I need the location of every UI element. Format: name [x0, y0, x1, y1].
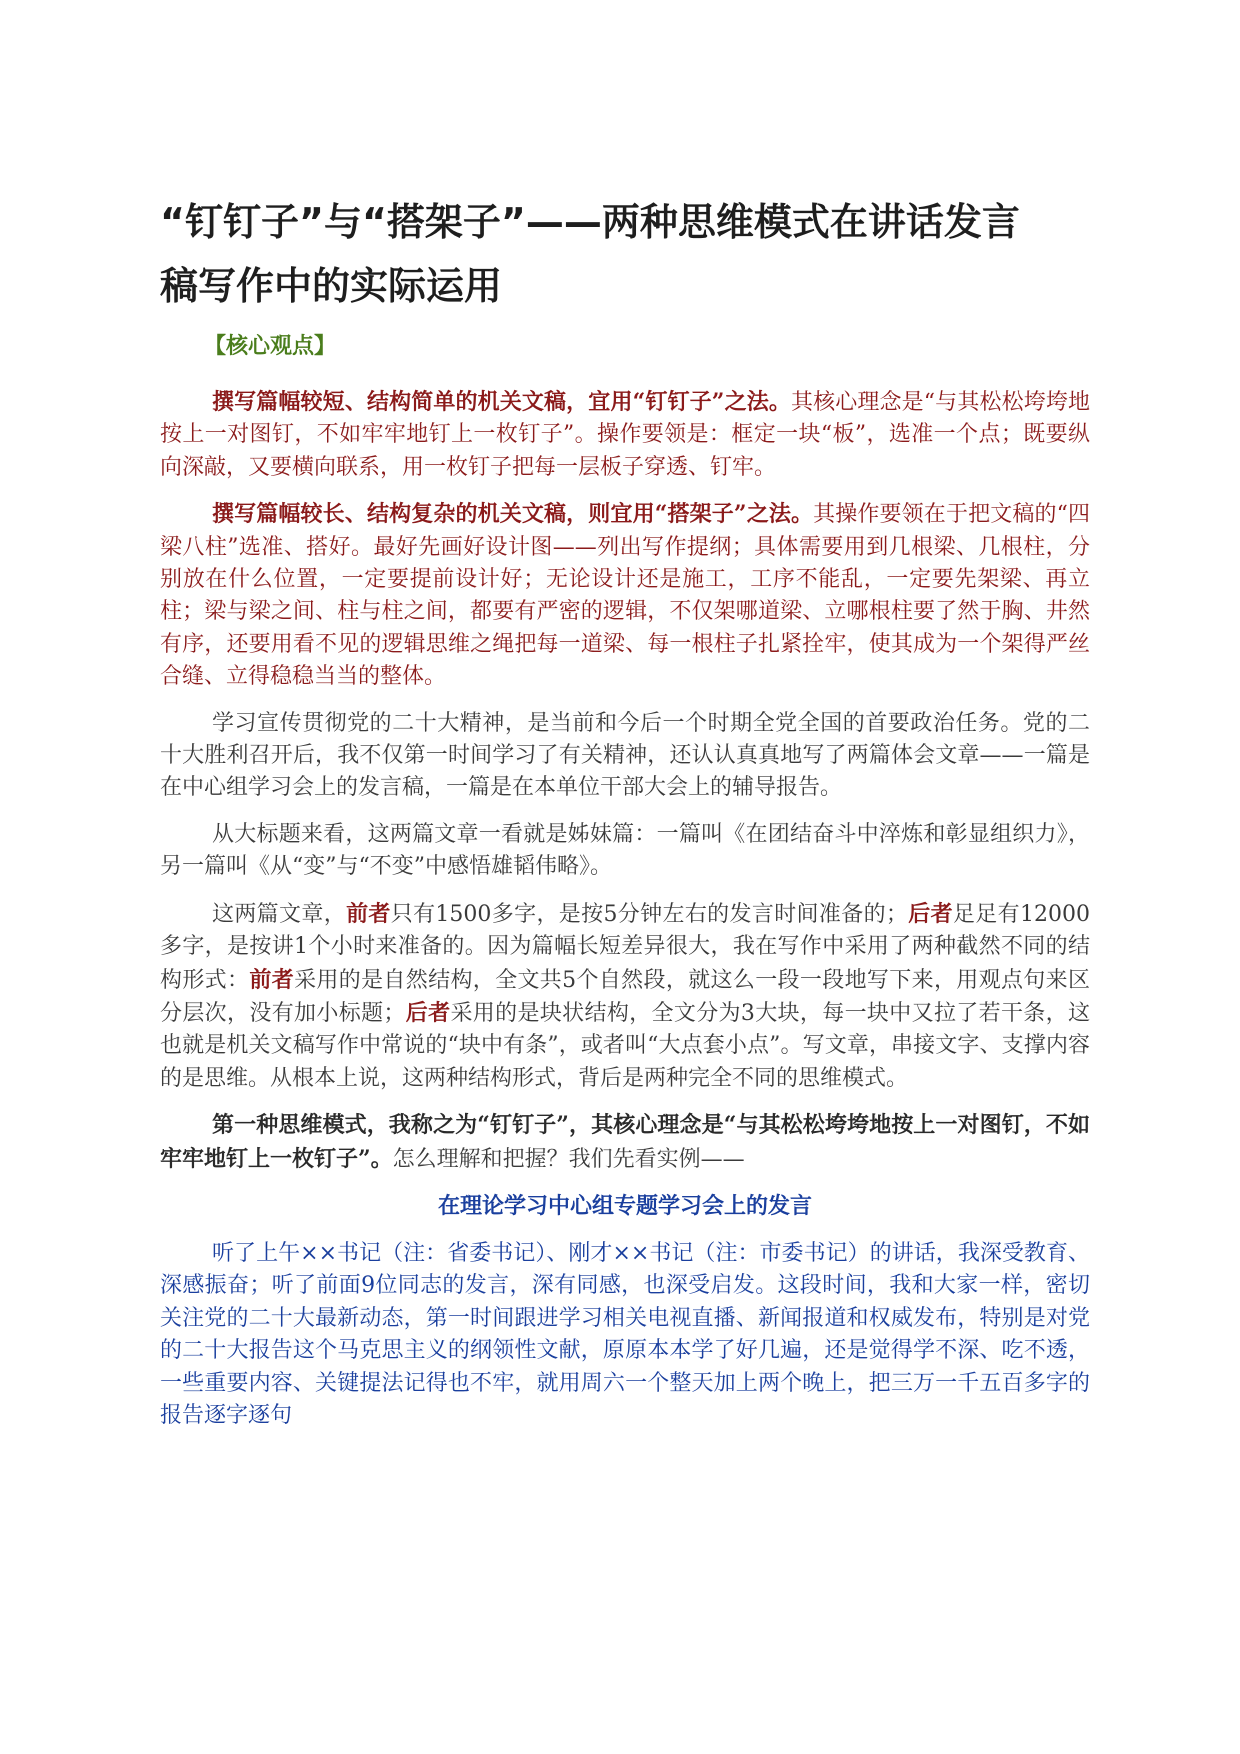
text-run: 这两篇文章， [212, 901, 347, 927]
paragraph-body: 其核心理念是“与其松松垮垮地按上一对图钉，不如牢牢地钉上一枚钉子”。操作要领是：框定一块“板”，选准一个点；既要纵向深敲，又要横向联系，用一枚钉子把每一层板子穿透、钉牢。 [160, 390, 1090, 480]
paragraph-body: 其操作要领在于把文稿的“四梁八柱”选准、搭好。最好先画好设计图——列出写作提纲；具体需要用到几根梁、几根柱，分别放在什么位置，一定要提前设计好；无论设计还是施工，工序不能乱，一定要先架梁、再立柱；梁与梁之间、柱与柱之间，都要有严密的逻辑，不仅架哪道梁、立哪根柱要了然于胸、井然有序，还要用看不见的逻辑思维之绳把每一道梁、每一根柱子扎紧拴牢，使其成为一个架得严丝合缝、立得稳稳当当的整体。 [160, 502, 1091, 690]
keyword-latter: 后者 [405, 999, 451, 1026]
paragraph-lead: 撰写篇幅较短、结构简单的机关文稿，宜用“钉钉子”之法。 [212, 389, 791, 415]
paragraph-body: 怎么理解和把握？我们先看实例—— [392, 1146, 745, 1172]
document-page [160, 190, 1090, 1446]
paragraph-lead: 第一种思维模式，我称之为“钉钉子”，其核心理念是“与其松松垮垮地按上一对图钉，不如牢牢地钉上一枚钉子”。 [160, 1112, 1090, 1172]
paragraph-lead: 撰写篇幅较长、结构复杂的机关文稿，则宜用“搭架子”之法。 [212, 501, 814, 528]
core-heading: 【核心观点】 [204, 334, 337, 359]
paragraph-frame-method [160, 498, 1090, 693]
example-subtitle: 在理论学习中心组专题学习会上的发言 [437, 1193, 812, 1219]
document-title [160, 190, 1090, 318]
text-run: 采用的是块状结构，全文分为3大块，每一块中又拉了若干条，这也就是机关文稿写作中常说的“块中有条”，或者叫“大点套小点”。写文章，串接文字、支撑内容的是思维。从根本上说，这两种结构形式，背后是两种完全不同的思维模式。 [160, 1000, 1090, 1091]
paragraph-intro: 学习宣传贯彻党的二十大精神，是当前和今后一个时期全党全国的首要政治任务。党的二十大胜利召开后，我不仅第一时间学习了有关精神，还认认真真地写了两篇体会文章——一篇是在中心组学习会上的发言稿，一篇是在本单位干部大会上的辅导报告。 [160, 710, 1090, 801]
text-run: 只有1500多字，是按5分钟左右的发言时间准备的； [390, 901, 908, 927]
paragraph-titles: 从大标题来看，这两篇文章一看就是姊妹篇：一篇叫《在团结奋斗中淬炼和彰显组织力》，另一篇叫《从“变”与“不变”中感悟雄韬伟略》。 [160, 821, 1090, 880]
title-line-2: 稿写作中的实际运用 [160, 264, 503, 308]
paragraph-comparison [160, 898, 1090, 1095]
keyword-former: 前者 [346, 900, 391, 927]
text-run: 采用的是自然结构，全文共5个自然段，就这么一段一段地写下来，用观点句来区分层次，没有加小标题； [160, 967, 1090, 1026]
keyword-latter: 后者 [907, 900, 953, 927]
paragraph-example: 听了上午××书记（注：省委书记）、刚才××书记（注：市委书记）的讲话，我深受教育、深感振奋；听了前面9位同志的发言，深有同感，也深受启发。这段时间，我和大家一样，密切关注党的二十大最新动态，第一时间跟进学习相关电视直播、新闻报道和权威发布，特别是对党的二十大报告这个马克思主义的纲领性文献，原原本本学了好几遍，还是觉得学不深、吃不透，一些重要内容、关键提法记得也不牢，就用周六一个整天加上两个晚上，把三万一千五百多字的报告逐字逐句 [160, 1240, 1090, 1428]
title-line-1: “钉钉子”与“搭架子”——两种思维模式在讲话发言 [160, 200, 1020, 244]
paragraph-first-mode [160, 1109, 1090, 1176]
keyword-former: 前者 [249, 966, 295, 993]
text-run: 足足有12000多字，是按讲1个小时来准备的。因为篇幅长短差异很大，我在写作中采用了两种截然不同的结构形式： [160, 901, 1090, 993]
paragraph-nail-method [160, 386, 1090, 484]
